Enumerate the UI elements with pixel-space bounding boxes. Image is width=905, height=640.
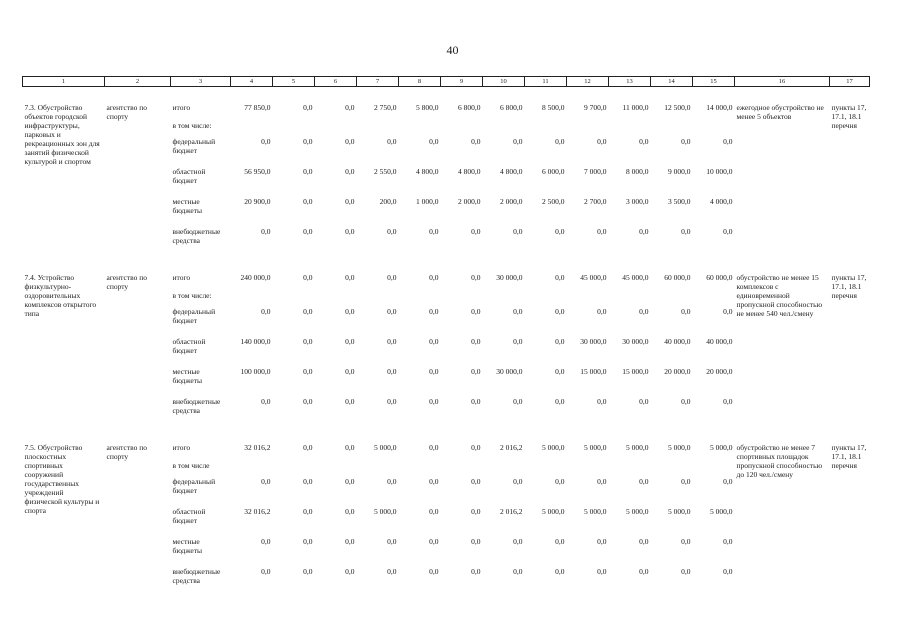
funding-source <box>171 197 231 227</box>
value-cell: 5 000,0 <box>374 507 397 516</box>
value-cell: 0,0 <box>429 227 439 236</box>
header-col-14: 14 <box>651 77 693 87</box>
table-row <box>23 273 870 307</box>
value-cell: 0,0 <box>555 477 565 486</box>
value-cell: 0,0 <box>345 167 355 176</box>
value-cell: 0,0 <box>345 103 355 112</box>
value-cell: 0,0 <box>429 567 439 576</box>
value-cell: 0,0 <box>681 137 691 146</box>
funding-source-label: итого <box>172 103 191 112</box>
value-cell: 0,0 <box>303 227 313 236</box>
header-col-8: 8 <box>399 77 441 87</box>
value-cell: 0,0 <box>345 197 355 206</box>
value-cell: 0,0 <box>429 137 439 146</box>
value-cell: 45 000,0 <box>622 273 649 282</box>
value-cell: 0,0 <box>471 337 481 346</box>
value-cell: 0,0 <box>513 137 523 146</box>
block-separator <box>23 427 870 443</box>
expected-result: обустройство не менее 15 комплексов с единовременной пропускной способностью не менее 540 чел./смену <box>736 273 823 318</box>
value-cell: 0,0 <box>387 477 397 486</box>
value-cell: 0,0 <box>723 137 733 146</box>
block-separator <box>23 257 870 273</box>
value-cell: 0,0 <box>261 307 271 316</box>
value-cell: 30 000,0 <box>496 273 523 282</box>
value-cell: 5 000,0 <box>542 507 565 516</box>
value-cell: 5 000,0 <box>542 443 565 452</box>
funding-source <box>171 477 231 507</box>
value-cell: 0,0 <box>555 567 565 576</box>
value-cell: 2 000,0 <box>500 197 523 206</box>
value-cell: 0,0 <box>303 537 313 546</box>
header-col-3: 3 <box>171 77 231 87</box>
funding-source <box>171 507 231 537</box>
value-cell: 0,0 <box>597 477 607 486</box>
value-cell: 0,0 <box>261 397 271 406</box>
value-cell: 0,0 <box>345 567 355 576</box>
value-cell: 0,0 <box>597 397 607 406</box>
value-cell: 0,0 <box>555 397 565 406</box>
value-cell: 0,0 <box>387 307 397 316</box>
value-cell: 0,0 <box>513 227 523 236</box>
value-cell: 60 000,0 <box>664 273 691 282</box>
value-cell: 45 000,0 <box>580 273 607 282</box>
value-cell: 14 000,0 <box>706 103 733 112</box>
value-cell: 77 850,0 <box>244 103 271 112</box>
value-cell: 0,0 <box>597 537 607 546</box>
block-separator <box>23 87 870 104</box>
funding-subtitle: в том числе: <box>172 291 212 300</box>
value-cell: 1 000,0 <box>416 197 439 206</box>
header-col-11: 11 <box>525 77 567 87</box>
funding-source-label: внебюджетные средства <box>172 227 221 245</box>
value-cell: 0,0 <box>387 137 397 146</box>
funding-source <box>171 167 231 197</box>
value-cell: 0,0 <box>303 367 313 376</box>
value-cell: 0,0 <box>345 443 355 452</box>
program-table <box>22 76 870 597</box>
value-cell: 0,0 <box>597 227 607 236</box>
value-cell: 0,0 <box>639 227 649 236</box>
value-cell: 0,0 <box>429 367 439 376</box>
value-cell: 6 800,0 <box>458 103 481 112</box>
value-cell: 10 000,0 <box>706 167 733 176</box>
value-cell: 0,0 <box>555 367 565 376</box>
value-cell: 60 000,0 <box>706 273 733 282</box>
value-cell: 0,0 <box>681 227 691 236</box>
value-cell: 0,0 <box>261 477 271 486</box>
value-cell: 0,0 <box>471 443 481 452</box>
value-cell: 8 500,0 <box>542 103 565 112</box>
value-cell: 0,0 <box>429 537 439 546</box>
funding-source <box>171 567 231 597</box>
header-row <box>23 77 870 87</box>
value-cell: 0,0 <box>471 507 481 516</box>
measure-title: 7.3. Обустройство объектов городской инфраструктуры, парковых и рекреационных зон для занятий физической культурой и спортом <box>24 103 100 166</box>
value-cell: 0,0 <box>303 337 313 346</box>
value-cell: 0,0 <box>345 507 355 516</box>
value-cell: 8 000,0 <box>626 167 649 176</box>
funding-source <box>171 137 231 167</box>
table-row <box>23 443 870 477</box>
value-cell: 5 000,0 <box>668 507 691 516</box>
value-cell: 0,0 <box>429 273 439 282</box>
header-col-16: 16 <box>735 77 830 87</box>
funding-source <box>171 307 231 337</box>
value-cell: 0,0 <box>681 397 691 406</box>
value-cell: 0,0 <box>639 397 649 406</box>
value-cell: 0,0 <box>345 537 355 546</box>
value-cell: 0,0 <box>345 137 355 146</box>
value-cell: 0,0 <box>345 397 355 406</box>
funding-source <box>171 227 231 257</box>
funding-source <box>171 443 231 477</box>
value-cell: 30 000,0 <box>496 367 523 376</box>
value-cell: 100 000,0 <box>240 367 271 376</box>
value-cell: 0,0 <box>303 273 313 282</box>
value-cell: 3 500,0 <box>668 197 691 206</box>
value-cell: 5 000,0 <box>626 443 649 452</box>
value-cell: 0,0 <box>303 443 313 452</box>
value-cell: 4 000,0 <box>710 197 733 206</box>
value-cell: 0,0 <box>723 397 733 406</box>
value-cell: 30 000,0 <box>580 337 607 346</box>
value-cell: 5 000,0 <box>584 507 607 516</box>
value-cell: 0,0 <box>387 367 397 376</box>
value-cell: 0,0 <box>723 477 733 486</box>
value-cell: 0,0 <box>639 567 649 576</box>
value-cell: 0,0 <box>471 137 481 146</box>
value-cell: 0,0 <box>303 477 313 486</box>
value-cell: 0,0 <box>723 537 733 546</box>
header-col-7: 7 <box>357 77 399 87</box>
value-cell: 0,0 <box>681 477 691 486</box>
reference-points: пункты 17, 17.1, 18.1 перечня <box>831 443 867 470</box>
value-cell: 20 000,0 <box>706 367 733 376</box>
funding-source-label: областной бюджет <box>172 337 206 355</box>
value-cell: 4 800,0 <box>458 167 481 176</box>
value-cell: 0,0 <box>513 307 523 316</box>
value-cell: 6 000,0 <box>542 167 565 176</box>
measure-title: 7.4. Устройство физкультурно-оздоровительных комплексов открытого типа <box>24 273 97 318</box>
value-cell: 0,0 <box>387 537 397 546</box>
header-col-15: 15 <box>693 77 735 87</box>
value-cell: 0,0 <box>597 307 607 316</box>
value-cell: 0,0 <box>261 567 271 576</box>
value-cell: 0,0 <box>303 197 313 206</box>
value-cell: 5 000,0 <box>374 443 397 452</box>
table-row <box>23 103 870 137</box>
value-cell: 0,0 <box>639 477 649 486</box>
value-cell: 32 016,2 <box>244 443 271 452</box>
value-cell: 0,0 <box>681 307 691 316</box>
value-cell: 15 000,0 <box>580 367 607 376</box>
funding-source-label: внебюджетные средства <box>172 567 221 585</box>
value-cell: 0,0 <box>723 567 733 576</box>
value-cell: 240 000,0 <box>240 273 271 282</box>
value-cell: 0,0 <box>555 227 565 236</box>
funding-source <box>171 103 231 137</box>
value-cell: 9 700,0 <box>584 103 607 112</box>
value-cell: 0,0 <box>513 537 523 546</box>
value-cell: 0,0 <box>513 397 523 406</box>
value-cell: 2 016,2 <box>500 443 523 452</box>
funding-source-label: внебюджетные средства <box>172 397 221 415</box>
value-cell: 0,0 <box>471 367 481 376</box>
value-cell: 0,0 <box>555 137 565 146</box>
funding-source <box>171 537 231 567</box>
value-cell: 5 000,0 <box>710 507 733 516</box>
value-cell: 0,0 <box>639 537 649 546</box>
value-cell: 0,0 <box>345 477 355 486</box>
value-cell: 40 000,0 <box>664 337 691 346</box>
value-cell: 0,0 <box>639 307 649 316</box>
value-cell: 0,0 <box>471 537 481 546</box>
value-cell: 0,0 <box>387 397 397 406</box>
reference-points: пункты 17, 17.1, 18.1 перечня <box>831 273 867 300</box>
value-cell: 0,0 <box>513 567 523 576</box>
measure-title: 7.5. Обустройство плоскостных спортивных сооружений государственных учреждений физической культуры и спорта <box>24 443 100 515</box>
funding-source-label: местные бюджеты <box>172 537 203 555</box>
funding-source <box>171 337 231 367</box>
header-col-2: 2 <box>105 77 171 87</box>
value-cell: 0,0 <box>303 307 313 316</box>
value-cell: 0,0 <box>513 477 523 486</box>
value-cell: 32 016,2 <box>244 507 271 516</box>
value-cell: 0,0 <box>723 307 733 316</box>
value-cell: 0,0 <box>345 307 355 316</box>
value-cell: 0,0 <box>429 307 439 316</box>
value-cell: 0,0 <box>471 307 481 316</box>
value-cell: 5 000,0 <box>668 443 691 452</box>
value-cell: 0,0 <box>303 167 313 176</box>
value-cell: 30 000,0 <box>622 337 649 346</box>
value-cell: 0,0 <box>471 273 481 282</box>
value-cell: 0,0 <box>303 137 313 146</box>
expected-result: обустройство не менее 7 спортивных площадок пропускной способностью до 120 чел./смену <box>736 443 823 479</box>
value-cell: 0,0 <box>555 307 565 316</box>
value-cell: 4 800,0 <box>500 167 523 176</box>
value-cell: 2 000,0 <box>458 197 481 206</box>
executor: агентство по спорту <box>106 273 148 291</box>
value-cell: 56 950,0 <box>244 167 271 176</box>
value-cell: 5 000,0 <box>710 443 733 452</box>
value-cell: 15 000,0 <box>622 367 649 376</box>
funding-source-label: федеральный бюджет <box>172 307 216 325</box>
value-cell: 0,0 <box>471 567 481 576</box>
value-cell: 5 800,0 <box>416 103 439 112</box>
value-cell: 0,0 <box>387 273 397 282</box>
value-cell: 0,0 <box>261 227 271 236</box>
value-cell: 4 800,0 <box>416 167 439 176</box>
value-cell: 0,0 <box>429 443 439 452</box>
value-cell: 0,0 <box>387 567 397 576</box>
value-cell: 5 000,0 <box>584 443 607 452</box>
value-cell: 0,0 <box>555 337 565 346</box>
value-cell: 0,0 <box>555 273 565 282</box>
value-cell: 0,0 <box>471 397 481 406</box>
value-cell: 0,0 <box>681 567 691 576</box>
value-cell: 0,0 <box>387 337 397 346</box>
value-cell: 0,0 <box>261 537 271 546</box>
header-col-13: 13 <box>609 77 651 87</box>
value-cell: 0,0 <box>303 567 313 576</box>
funding-source-label: местные бюджеты <box>172 367 203 385</box>
value-cell: 0,0 <box>387 227 397 236</box>
value-cell: 0,0 <box>303 397 313 406</box>
header-col-10: 10 <box>483 77 525 87</box>
value-cell: 20 900,0 <box>244 197 271 206</box>
funding-source-label: областной бюджет <box>172 507 206 525</box>
value-cell: 140 000,0 <box>240 337 271 346</box>
funding-subtitle: в том числе: <box>172 121 212 130</box>
header-col-9: 9 <box>441 77 483 87</box>
value-cell: 5 000,0 <box>626 507 649 516</box>
value-cell: 11 000,0 <box>622 103 649 112</box>
value-cell: 2 750,0 <box>374 103 397 112</box>
value-cell: 12 500,0 <box>664 103 691 112</box>
value-cell: 0,0 <box>429 337 439 346</box>
value-cell: 200,0 <box>379 197 397 206</box>
value-cell: 0,0 <box>639 137 649 146</box>
value-cell: 9 000,0 <box>668 167 691 176</box>
value-cell: 0,0 <box>345 367 355 376</box>
value-cell: 0,0 <box>513 337 523 346</box>
funding-source-label: местные бюджеты <box>172 197 203 215</box>
funding-source-label: федеральный бюджет <box>172 137 216 155</box>
funding-source <box>171 397 231 427</box>
header-col-5: 5 <box>273 77 315 87</box>
value-cell: 0,0 <box>261 137 271 146</box>
value-cell: 40 000,0 <box>706 337 733 346</box>
value-cell: 0,0 <box>555 537 565 546</box>
value-cell: 7 000,0 <box>584 167 607 176</box>
executor: агентство по спорту <box>106 443 148 461</box>
value-cell: 2 016,2 <box>500 507 523 516</box>
header-col-17: 17 <box>830 77 870 87</box>
value-cell: 20 000,0 <box>664 367 691 376</box>
value-cell: 3 000,0 <box>626 197 649 206</box>
funding-subtitle: в том числе <box>172 461 210 470</box>
value-cell: 0,0 <box>303 507 313 516</box>
header-col-12: 12 <box>567 77 609 87</box>
page-number: 40 <box>446 43 459 57</box>
value-cell: 0,0 <box>345 337 355 346</box>
funding-source-label: федеральный бюджет <box>172 477 216 495</box>
value-cell: 0,0 <box>597 567 607 576</box>
funding-source-label: областной бюджет <box>172 167 206 185</box>
funding-source <box>171 273 231 307</box>
value-cell: 0,0 <box>681 537 691 546</box>
value-cell: 0,0 <box>345 273 355 282</box>
header-col-1: 1 <box>23 77 105 87</box>
value-cell: 0,0 <box>471 227 481 236</box>
value-cell: 2 550,0 <box>374 167 397 176</box>
value-cell: 0,0 <box>597 137 607 146</box>
funding-source-label: итого <box>172 273 191 282</box>
funding-source-label: итого <box>172 443 191 452</box>
value-cell: 2 700,0 <box>584 197 607 206</box>
expected-result: ежегодное обустройство не менее 5 объектов <box>736 103 824 121</box>
value-cell: 2 500,0 <box>542 197 565 206</box>
value-cell: 0,0 <box>303 103 313 112</box>
value-cell: 0,0 <box>723 227 733 236</box>
value-cell: 0,0 <box>429 397 439 406</box>
reference-points: пункты 17, 17.1, 18.1 перечня <box>831 103 867 130</box>
header-col-6: 6 <box>315 77 357 87</box>
value-cell: 0,0 <box>471 477 481 486</box>
value-cell: 6 800,0 <box>500 103 523 112</box>
value-cell: 0,0 <box>429 507 439 516</box>
executor: агентство по спорту <box>106 103 148 121</box>
value-cell: 0,0 <box>345 227 355 236</box>
value-cell: 0,0 <box>429 477 439 486</box>
funding-source <box>171 367 231 397</box>
header-col-4: 4 <box>231 77 273 87</box>
